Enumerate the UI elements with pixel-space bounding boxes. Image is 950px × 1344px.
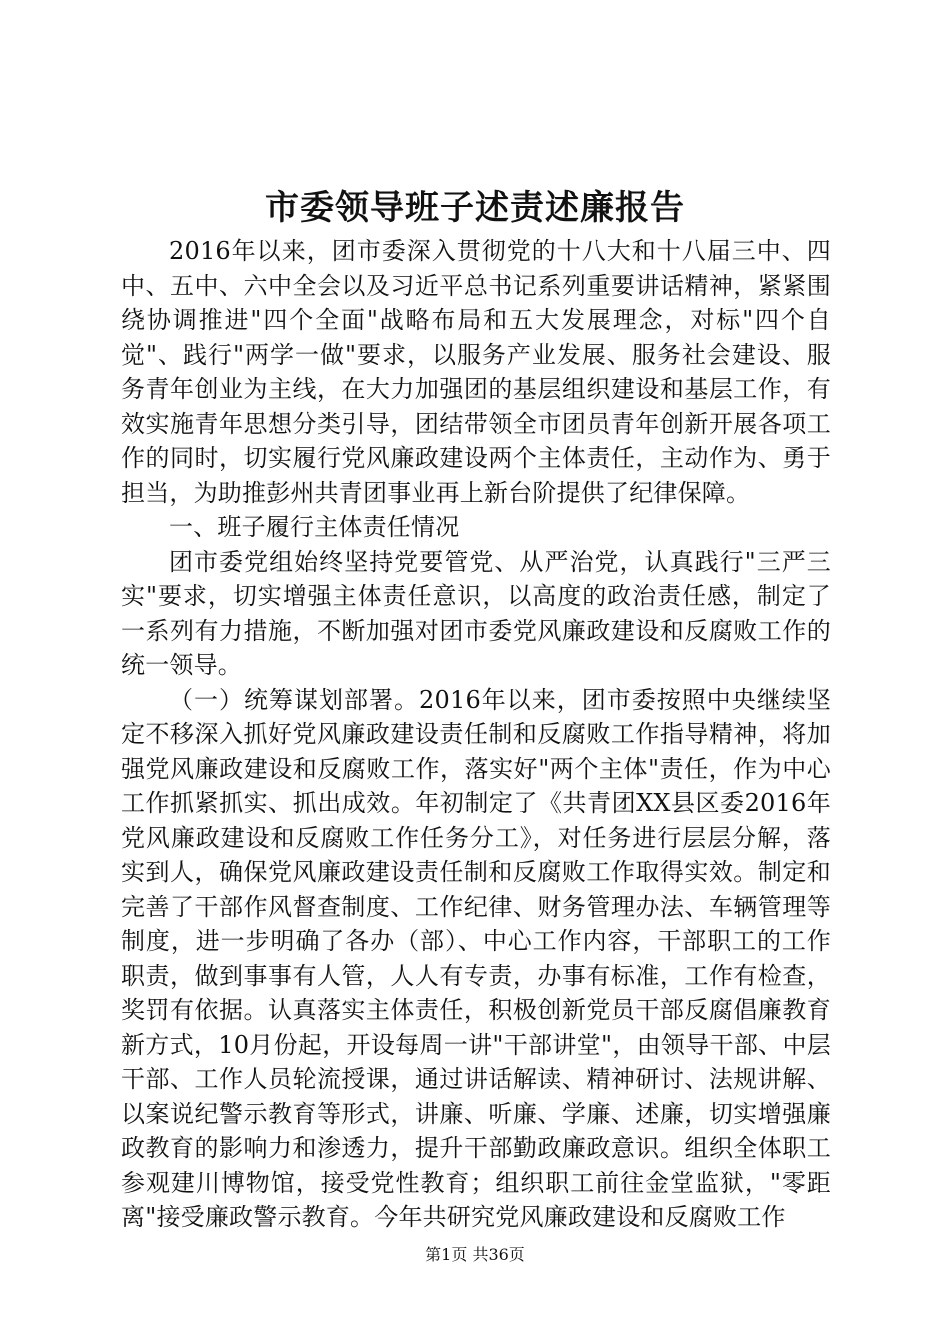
paragraph-section-intro: 团市委党组始终坚持党要管党、从严治党，认真践行"三严三实"要求，切实增强主体责任意识，以高度的政治责任感，制定了一系列有力措施，不断加强对团市委党风廉政建设和反腐败工作的统一领导。 bbox=[121, 547, 831, 679]
page-footer: 第1页 共36页 bbox=[425, 1245, 525, 1264]
paragraph-subsection-1: （一）统筹谋划部署。2016年以来，团市委按照中央继续坚定不移深入抓好党风廉政建设责任制和反腐败工作指导精神，将加强党风廉政建设和反腐败工作，落实好"两个主体"责任，作为中心工作抓紧抓实、抓出成效。年初制定了《共青团XX县区委2016年党风廉政建设和反腐败工作任务分工》，对任务进行层层分解，落实到人，确保党风廉政建设责任制和反腐败工作取得实效。制定和完善了干部作风督查制度、工作纪律、财务管理办法、车辆管理等制度，进一步明确了各办（部）、中心工作内容，干部职工的工作职责，做到事事有人管，人人有专责，办事有标准，工作有检查，奖罚有依据。认真落实主体责任，积极创新党员干部反腐倡廉教育新方式，10月份起，开设每周一讲"干部讲堂"，由领导干部、中层干部、工作人员轮流授课，通过讲话解读、精神研讨、法规讲解、以案说纪警示教育等形式，讲廉、听廉、学廉、述廉，切实增强廉政教育的影响力和渗透力，提升干部勤政廉政意识。组织全体职工参观建川博物馆，接受党性教育；组织职工前往金堂监狱，"零距离"接受廉政警示教育。今年共研究党风廉政建设和反腐败工作 bbox=[121, 685, 831, 1231]
section-heading: 一、班子履行主体责任情况 bbox=[169, 513, 460, 541]
document-body bbox=[121, 234, 831, 1235]
paragraph-intro: 2016年以来，团市委深入贯彻党的十八大和十八届三中、四中、五中、六中全会以及习近平总书记系列重要讲话精神，紧紧围绕协调推进"四个全面"战略布局和五大发展理念，对标"四个自觉"、践行"两学一做"要求，以服务产业发展、服务社会建设、服务青年创业为主线，在大力加强团的基层组织建设和基层工作，有效实施青年思想分类引导，团结带领全市团员青年创新开展各项工作的同时，切实履行党风廉政建设两个主体责任，主动作为、勇于担当，为助推彭州共青团事业再上新台阶提供了纪律保障。 bbox=[121, 237, 831, 507]
document-title: 市委领导班子述责述廉报告 bbox=[265, 188, 685, 228]
